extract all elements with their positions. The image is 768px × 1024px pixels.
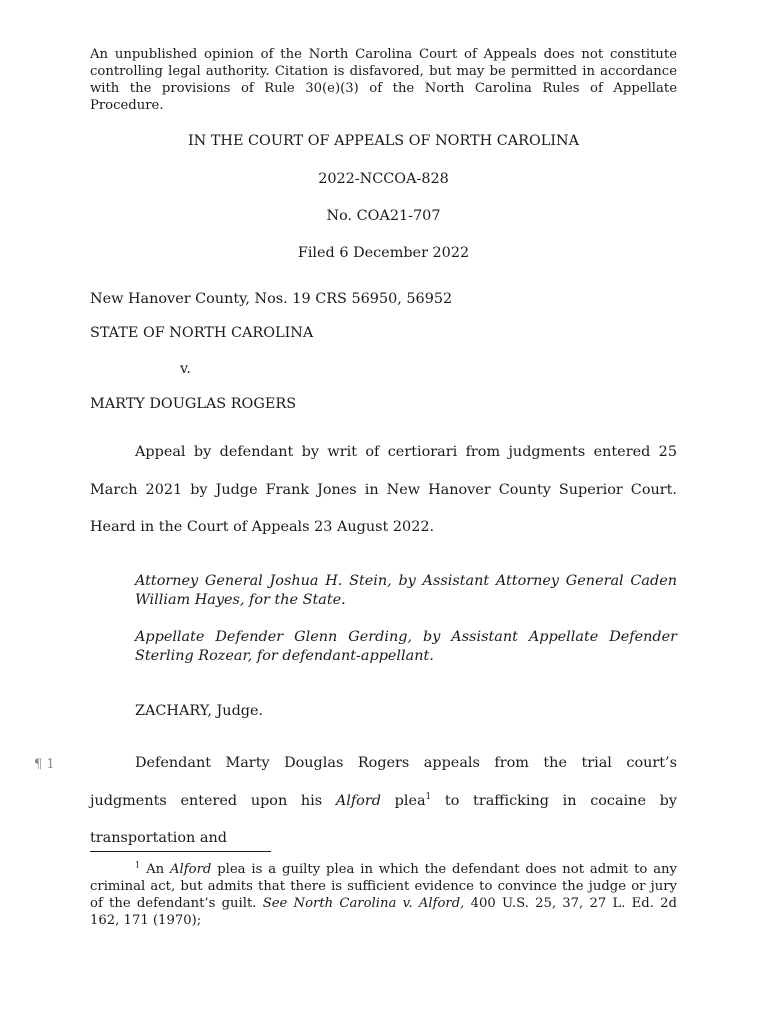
docket-number: No. COA21-707 [326,208,441,224]
unpublished-notice: An unpublished opinion of the North Carolina Court of Appeals does not constitute controlling legal authority. Citation is disfavored, but may be permitted in accordance with the provisions of Rule 30(e)(3) of the North Carolina Rules of Appellate Procedure. [90,47,677,113]
case-citation: 2022-NCCOA-828 [318,171,449,187]
paragraph-1-case-name: Alford [335,792,381,809]
footnote-text-1: plea is a guilty plea in which the defendant does not admit to any criminal act, but admits that there is sufficient evidence to convince the judge or jury of the defendant’s guilt. [90,862,677,911]
footnote-intro: An [146,862,165,877]
footnote-1 [90,861,677,929]
plaintiff-name: STATE OF NORTH CAROLINA [90,325,314,341]
defendant-name: MARTY DOUGLAS ROGERS [90,396,297,412]
footnote-text-2: 400 U.S. 25, 37, 27 L. Ed. 2d 162, 171 (1970); [90,896,677,928]
versus: v. [180,361,191,377]
paragraph-1-text-b: to trafficking in cocaine by transportation and [90,792,677,846]
footnote-case-name: Alford [170,862,212,877]
authoring-judge: ZACHARY, Judge. [135,703,264,719]
footnote-reference[interactable]: 1 [425,791,432,802]
counsel-for-state: Attorney General Joshua H. Stein, by Assistant Attorney General Caden William Hayes, for the State. [135,573,677,608]
counsel-for-defendant: Appellate Defender Glenn Gerding, by Assistant Appellate Defender Sterling Rozear, for defendant-appellant. [135,629,677,664]
footnote-number: 1 [135,859,141,870]
footnote-signal-cite: See North Carolina v. Alford, [262,896,465,911]
county-line: New Hanover County, Nos. 19 CRS 56950, 56952 [90,291,453,307]
footnote-divider [90,851,271,852]
paragraph-1-text-a: Defendant Marty Douglas Rogers appeals from the trial court’s judgments entered upon his [90,755,677,809]
appeal-paragraph: Appeal by defendant by writ of certiorari from judgments entered 25 March 2021 by Judge Frank Jones in New Hanover County Superior Court. Heard in the Court of Appeals 23 August 2022. [90,444,677,535]
court-title: IN THE COURT OF APPEALS OF NORTH CAROLINA [187,133,580,149]
paragraph-marker: ¶ 1 [34,757,55,772]
filed-date: Filed 6 December 2022 [297,245,470,261]
opinion-paragraph-1 [90,745,677,858]
paragraph-1-plea-word: plea [394,792,426,809]
